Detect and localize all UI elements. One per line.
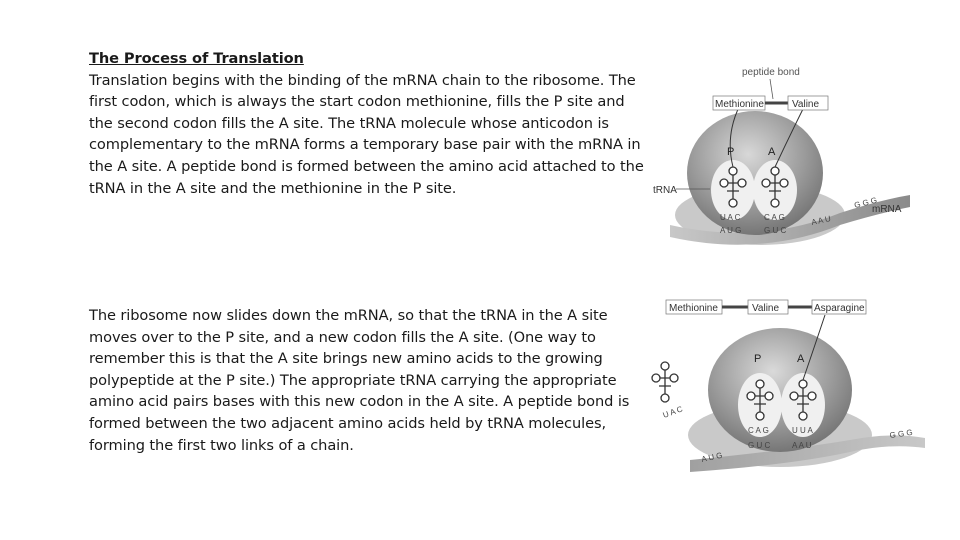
valine-label-2: Valine — [752, 303, 780, 314]
translation-elongation-section — [89, 305, 634, 456]
methionine-label: Methionine — [715, 99, 764, 110]
asparagine-label: Asparagine — [814, 303, 865, 314]
elongation-paragraph: The ribosome now slides down the mRNA, so that the tRNA in the A site moves over to the P site, and a new codon fills the A site. (One way to remember this is that the A site brings new amino acids to the growing polypeptide at the P site.) The appropriate tRNA carrying the appropriate amino acid pairs bases with this new codon in the A site. A peptide bond is formed between the two adjacent amino acids held by tRNA molecules, forming the first two links of a chain. — [89, 307, 630, 454]
p-site-label: P — [727, 146, 735, 158]
translation-intro-section — [89, 48, 644, 199]
p-site-label-2: P — [754, 353, 762, 365]
codon-3: A A U — [810, 214, 832, 227]
section-title: The Process of Translation — [89, 50, 304, 67]
codon-3-2: A A U — [792, 441, 812, 450]
free-anticodon: U A C — [661, 404, 684, 420]
ribosome-diagram-initiation — [640, 55, 920, 260]
anticodon-1: U A C — [720, 213, 741, 222]
ribosome-diagram-elongation — [640, 290, 940, 475]
anticodon-2-2: U U A — [792, 426, 813, 435]
codon-2-2: G U C — [748, 441, 771, 450]
mrna-label: mRNA — [872, 204, 902, 215]
intro-paragraph: Translation begins with the binding of the mRNA chain to the ribosome. The first codon, which is always the start codon methionine, fills the P site and the second codon fills the A site. The tRNA molecule whose anticodon is complementary to the mRNA forms a temporary base pair with the mRNA in the A site. A peptide bond is formed between the amino acid attached to the tRNA in the A site and the methionine in the P site. — [89, 71, 644, 197]
anticodon-1-2: C A G — [748, 426, 769, 435]
anticodon-2: C A G — [764, 213, 785, 222]
peptide-bond-label: peptide bond — [742, 67, 800, 78]
codon-4: G G G — [853, 195, 878, 210]
a-site-label-2: A — [797, 353, 805, 365]
codon-1-2: A U G — [700, 450, 724, 464]
codon-1: A U G — [720, 226, 742, 235]
free-trna — [652, 362, 678, 402]
trna-label: tRNA — [653, 185, 677, 196]
ribosome-large-subunit — [687, 111, 823, 235]
codon-4-2: G G G — [889, 427, 914, 440]
methionine-label-2: Methionine — [669, 303, 718, 314]
ribosome-large-subunit-2 — [708, 328, 852, 452]
codon-2: G U C — [764, 226, 787, 235]
valine-label: Valine — [792, 99, 820, 110]
a-site-label: A — [768, 146, 776, 158]
